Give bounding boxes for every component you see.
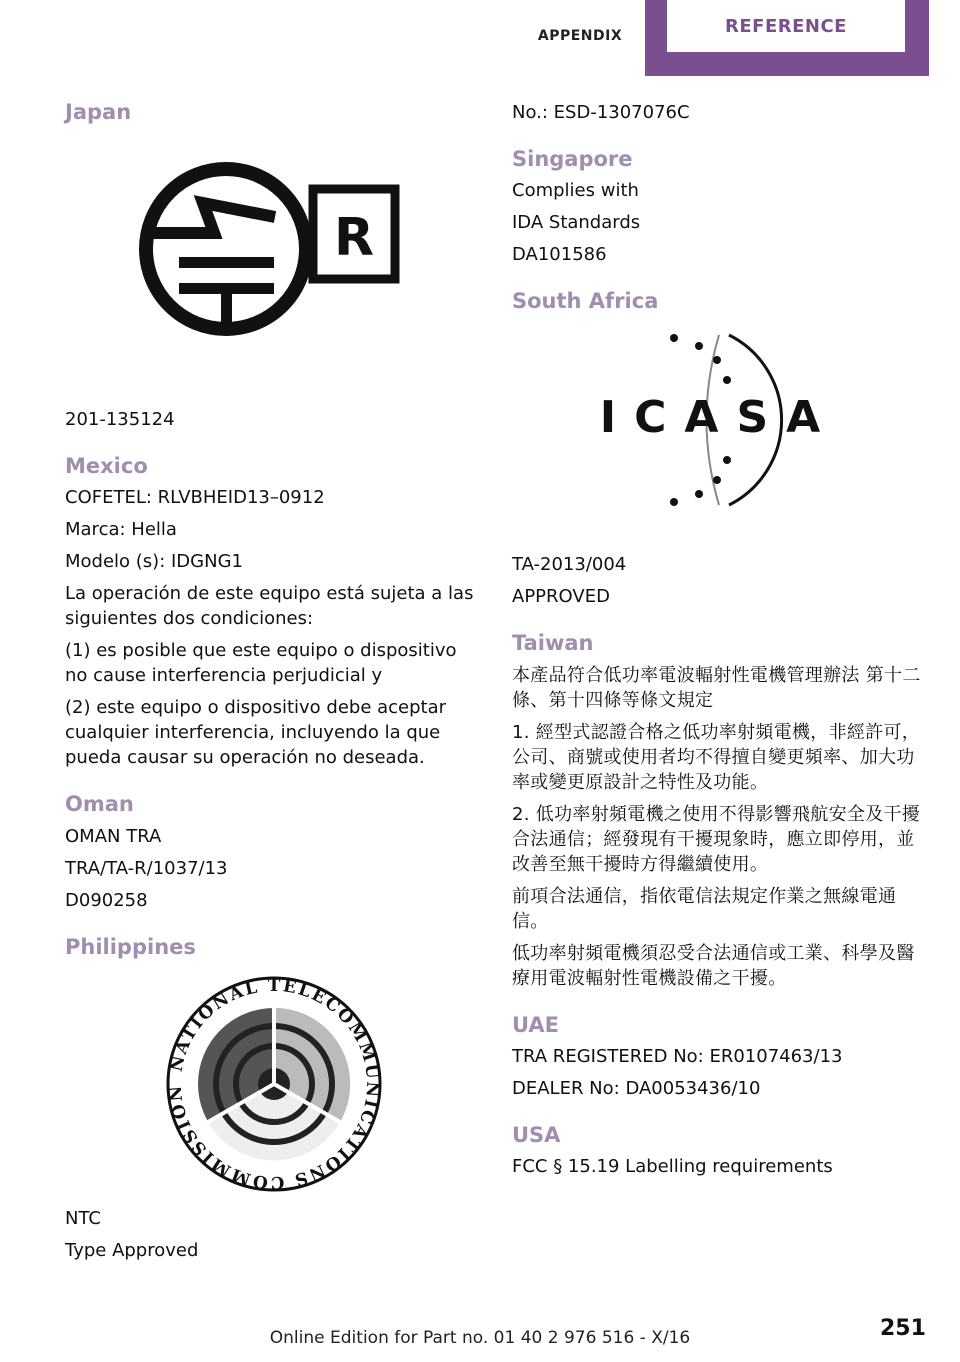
oman-line: D090258 xyxy=(65,889,148,911)
heading-mexico: Mexico xyxy=(65,454,148,479)
left-column xyxy=(65,100,483,1270)
svg-text:NATIONAL TELECOMMUNICATIONS CO: NATIONAL TELECOMMUNICATIONS COMMISSION xyxy=(165,975,383,1192)
section-philippines xyxy=(65,935,483,1263)
section-singapore xyxy=(512,147,926,267)
south-africa-logo xyxy=(512,320,926,552)
section-usa xyxy=(512,1123,926,1179)
section-mexico xyxy=(65,454,483,770)
taiwan-line: 低功率射頻電機須忍受合法通信或工業、科學及醫療用電波輻射性電機設備之干擾。 xyxy=(512,942,915,989)
ntc-seal-icon xyxy=(164,974,384,1194)
svg-text:ICASA: ICASA xyxy=(599,392,839,444)
uae-line: DEALER No: DA0053436/10 xyxy=(512,1077,761,1099)
heading-oman: Oman xyxy=(65,792,134,817)
mexico-line: (2) este equipo o dispositivo debe aceptar cualquier interferencia, incluyendo la que pueda causar su operación no deseada. xyxy=(65,697,447,769)
heading-singapore: Singapore xyxy=(512,147,633,171)
section-uae xyxy=(512,1013,926,1101)
icasa-logo-icon xyxy=(599,320,839,520)
singapore-line: IDA Standards xyxy=(512,212,641,234)
heading-taiwan: Taiwan xyxy=(512,631,594,656)
section-south-africa xyxy=(512,289,926,609)
japan-telec-mark-icon xyxy=(139,159,409,339)
singapore-line: Complies with xyxy=(512,180,639,202)
heading-usa: USA xyxy=(512,1122,561,1147)
right-column xyxy=(512,100,926,1186)
mexico-line: Modelo (s): IDGNG1 xyxy=(65,551,243,573)
footer-edition: Online Edition for Part no. 01 40 2 976 516 - X/16 xyxy=(269,1328,691,1348)
section-taiwan xyxy=(512,631,926,990)
south-africa-line: TA-2013/004 xyxy=(512,554,627,576)
heading-south-africa: South Africa xyxy=(512,289,659,314)
japan-number: 201-135124 xyxy=(65,409,175,431)
heading-japan: Japan xyxy=(65,100,132,124)
mexico-line: La operación de este equipo está sujeta a las siguientes dos condiciones: xyxy=(65,583,474,630)
singapore-line: DA101586 xyxy=(512,244,607,266)
usa-line: FCC § 15.19 Labelling requirements xyxy=(512,1155,833,1177)
uae-line: TRA REGISTERED No: ER0107463/13 xyxy=(512,1045,843,1067)
mexico-line: Marca: Hella xyxy=(65,519,177,541)
oman-line: OMAN TRA xyxy=(65,825,162,847)
section-oman xyxy=(65,792,483,912)
tab-appendix: APPENDIX xyxy=(537,28,623,44)
svg-text:R: R xyxy=(333,208,375,269)
section-japan xyxy=(65,100,483,432)
page-number: 251 xyxy=(880,1316,926,1341)
mexico-line: (1) es posible que este equipo o dispositivo no cause interferencia perjudicial y xyxy=(65,640,457,687)
heading-uae: UAE xyxy=(512,1012,560,1037)
mexico-line: COFETEL: RLVBHEID13–0912 xyxy=(65,487,325,509)
taiwan-line: 2. 低功率射頻電機之使用不得影響飛航安全及干擾合法通信；經發現有干擾現象時，應立即停用，並改善至無干擾時方得繼續使用。 xyxy=(512,803,921,875)
esd-number: No.: ESD-1307076C xyxy=(512,102,690,123)
taiwan-line: 前項合法通信，指依電信法規定作業之無線電通信。 xyxy=(512,885,897,932)
taiwan-line: 1. 經型式認證合格之低功率射頻電機，非經許可，公司、商號或使用者均不得擅自變更頻率、加大功率或變更原設計之特性及功能。 xyxy=(512,721,921,793)
south-africa-line: APPROVED xyxy=(512,586,610,608)
heading-philippines: Philippines xyxy=(65,934,196,959)
philippines-line: Type Approved xyxy=(65,1239,199,1261)
oman-line: TRA/TA-R/1037/13 xyxy=(65,857,228,879)
taiwan-line: 本產品符合低功率電波輻射性電機管理辦法 第十二條、第十四條等條文規定 xyxy=(512,664,921,711)
japan-logo xyxy=(65,159,483,407)
philippines-logo xyxy=(65,974,483,1206)
tab-reference: REFERENCE xyxy=(667,0,905,52)
philippines-line: NTC xyxy=(65,1207,101,1229)
